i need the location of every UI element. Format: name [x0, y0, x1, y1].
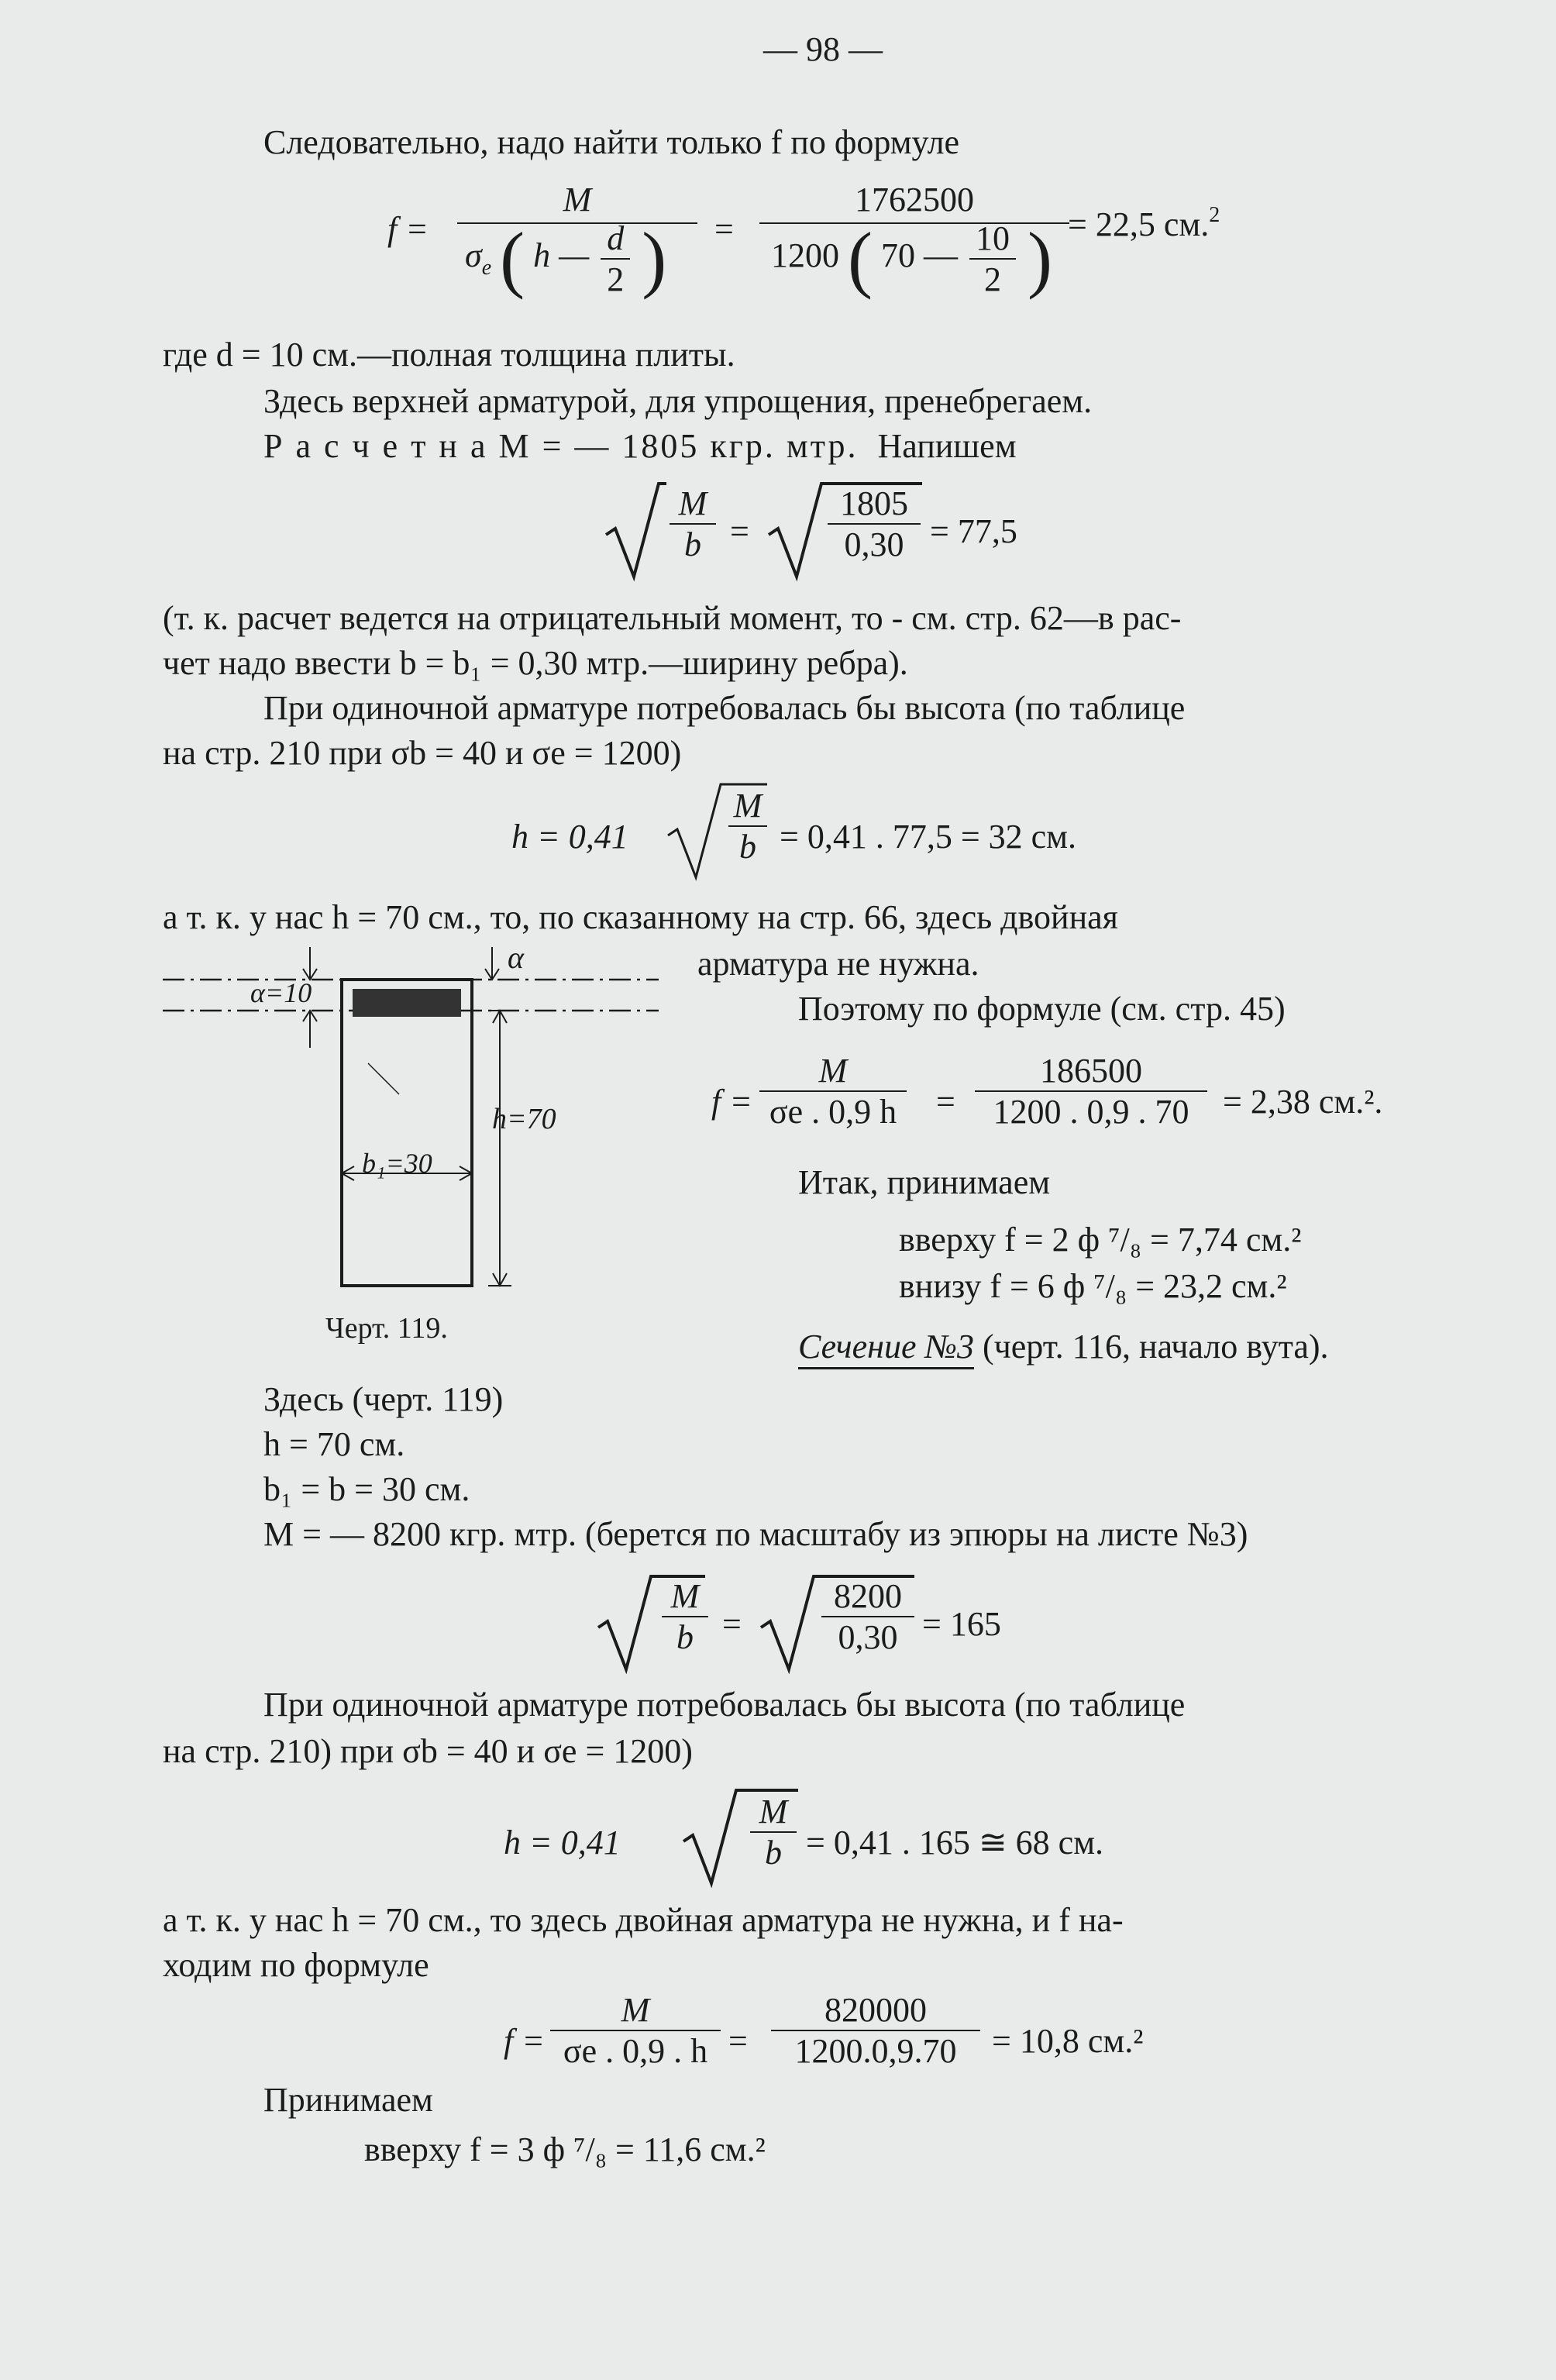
- paragraph-text: Напишем: [877, 427, 1017, 465]
- fraction-denominator: σe . 0,9 h: [769, 1093, 897, 1131]
- inner-numerator: d: [607, 219, 625, 257]
- formula-result: = 0,41 . 165 ≅ 68 см.: [806, 1824, 1104, 1862]
- paragraph: Здесь (черт. 119): [263, 1380, 504, 1418]
- paragraph: внизу f = 6 ф ⁷/₈ = 23,2 см.²: [899, 1267, 1287, 1305]
- height-label: h=70: [492, 1103, 556, 1135]
- formula-lhs: h = 0,41: [504, 1824, 621, 1862]
- formula-f-reinforcement: [504, 1990, 1279, 2083]
- formula-f-reinforcement: [711, 1051, 1486, 1144]
- width-label: b₁=30: [362, 1148, 432, 1179]
- section-heading: Р а с ч е т н а M = — 1805 кгр. мтр.: [263, 427, 859, 465]
- formula-lhs: f =: [711, 1083, 752, 1121]
- fraction-denominator: b: [765, 1834, 782, 1872]
- alpha-label: α: [508, 940, 524, 975]
- paragraph: (т. к. расчет ведется на отрицательный момент, то - см. стр. 62—в рас-: [163, 599, 1182, 637]
- paragraph: b₁ = b = 30 см.: [263, 1470, 470, 1508]
- equals-sign: =: [730, 512, 749, 550]
- equals-sign: =: [728, 2022, 748, 2060]
- formula-lhs: f =: [504, 2022, 545, 2060]
- fraction-denominator: 0,30: [838, 1618, 898, 1656]
- paragraph: арматура не нужна.: [697, 945, 979, 983]
- formula-sqrt-ratio: [604, 480, 1100, 581]
- paragraph: При одиночной арматуре потребовалась бы высота (по таблице: [263, 689, 1186, 727]
- fraction-numerator: M: [678, 484, 707, 522]
- fraction-denominator: 0,30: [844, 525, 904, 563]
- equals-sign: =: [714, 210, 734, 248]
- fraction-numerator: 8200: [834, 1577, 902, 1615]
- fraction-numerator: M: [670, 1577, 700, 1615]
- paragraph: а т. к. у нас h = 70 см., то здесь двойная арматура не нужна, и f на-: [163, 1901, 1124, 1939]
- formula-result: = 165: [922, 1605, 1001, 1643]
- fraction-numerator: M: [733, 787, 763, 825]
- beam-cross-section-drawing: [159, 939, 663, 1311]
- fraction-numerator: 1762500: [855, 181, 974, 219]
- paragraph: При одиночной арматуре потребовалась бы высота (по таблице: [263, 1686, 1186, 1724]
- paragraph: вверху f = 3 ф ⁷/₈ = 11,6 см.²: [364, 2130, 766, 2168]
- fraction-denominator: σe . 0,9 . h: [563, 2032, 708, 2070]
- paragraph-text: (черт. 116, начало вута).: [973, 1328, 1329, 1366]
- paragraph: где d = 10 см.—полная толщина плиты.: [163, 336, 735, 374]
- figure-caption: Черт. 119.: [325, 1312, 448, 1345]
- sigma-symbol: σ: [465, 236, 482, 275]
- formula-h-height: [504, 1787, 1240, 1888]
- paragraph: [263, 426, 1017, 466]
- equals-sign: =: [936, 1083, 955, 1121]
- paragraph: на стр. 210 при σb = 40 и σe = 1200): [163, 734, 682, 772]
- inner-denominator: 2: [969, 258, 1016, 299]
- fraction-denominator: b: [739, 828, 756, 866]
- fraction-numerator: M: [818, 1052, 848, 1090]
- section-heading: Сечение №3: [798, 1328, 974, 1369]
- paragraph: Принимаем: [263, 2081, 433, 2119]
- fraction-numerator: M: [563, 181, 592, 219]
- paragraph: M = — 8200 кгр. мтр. (берется по масштабу из эпюры на листе №3): [263, 1515, 1248, 1553]
- fraction-denominator: b: [676, 1618, 694, 1656]
- page-number: — 98 —: [763, 30, 883, 68]
- paragraph: чет надо ввести b = b₁ = 0,30 мтр.—ширину ребра).: [163, 644, 908, 682]
- paragraph: [798, 1327, 1329, 1366]
- sqrt-sign-icon: [604, 480, 666, 581]
- formula-result: = 22,5 см.$^2$: [1068, 203, 1220, 243]
- paragraph: а т. к. у нас h = 70 см., то, по сказанному на стр. 66, здесь двойная: [163, 898, 1118, 936]
- paragraph: на стр. 210) при σb = 40 и σe = 1200): [163, 1732, 693, 1770]
- equals-sign: =: [722, 1605, 742, 1643]
- paragraph: Здесь верхней арматурой, для упрощения, пренебрегаем.: [263, 382, 1093, 420]
- formula-lhs: f =: [387, 210, 429, 248]
- fraction-numerator: M: [621, 1991, 650, 2029]
- fraction-numerator: 1805: [840, 484, 908, 522]
- inner-denominator: 2: [601, 258, 630, 299]
- formula-sqrt-ratio: [597, 1573, 1093, 1674]
- formula-h-height: [511, 781, 1209, 882]
- paragraph: вверху f = 2 ф ⁷/₈ = 7,74 см.²: [899, 1221, 1302, 1259]
- alpha-label: α=10: [250, 977, 312, 1008]
- formula-result: = 10,8 см.²: [992, 2022, 1144, 2060]
- denominator-text: 70 —: [880, 236, 958, 275]
- formula-result: = 0,41 . 77,5 = 32 см.: [780, 818, 1077, 856]
- fraction-numerator: 186500: [1040, 1052, 1142, 1090]
- paragraph: Поэтому по формуле (см. стр. 45): [798, 990, 1286, 1028]
- sigma-subscript: e: [481, 256, 492, 281]
- figure-119: [159, 939, 663, 1358]
- paragraph: ходим по формуле: [163, 1946, 429, 1984]
- fraction-denominator: 1200.0,9.70: [794, 2032, 957, 2070]
- denominator-text: 1200: [771, 236, 839, 275]
- denominator-text: h —: [533, 236, 590, 275]
- paragraph: Следовательно, надо найти только f по формуле: [263, 123, 960, 161]
- paragraph: Итак, принимаем: [798, 1163, 1051, 1201]
- formula-result: = 2,38 см.².: [1223, 1083, 1383, 1121]
- fraction-numerator: M: [759, 1793, 788, 1831]
- paragraph: h = 70 см.: [263, 1425, 405, 1463]
- fraction-denominator: 1200 . 0,9 . 70: [993, 1093, 1189, 1131]
- formula-result: = 77,5: [930, 512, 1017, 550]
- inner-numerator: 10: [975, 219, 1010, 257]
- formula-lhs: h = 0,41: [511, 818, 628, 856]
- fraction-numerator: 820000: [824, 1991, 927, 2029]
- fraction-denominator: b: [684, 525, 701, 563]
